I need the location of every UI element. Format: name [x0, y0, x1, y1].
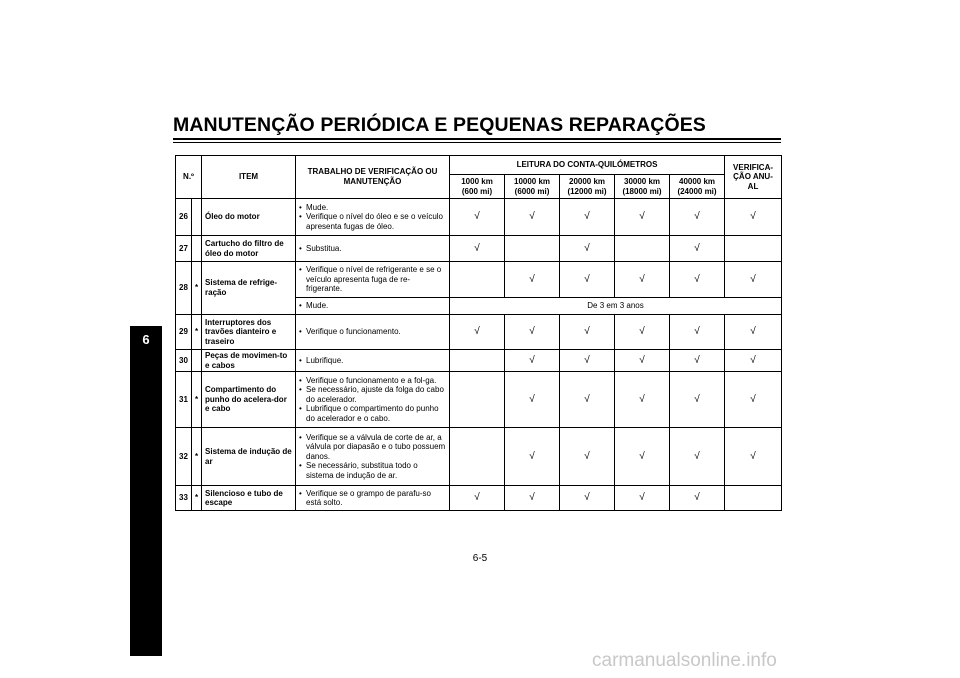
work-bullet: • Verifique o funcionamento.	[299, 327, 446, 337]
check-mark: √	[560, 262, 615, 298]
check-mark: √	[615, 372, 670, 428]
row-work	[296, 236, 450, 262]
row-item: Sistema de refrige-ração	[202, 262, 296, 315]
row-number: 33	[176, 486, 192, 511]
footer-watermark: carmanualsonline.info	[592, 650, 777, 671]
check-mark: √	[505, 350, 560, 372]
check-mark: √	[670, 199, 725, 236]
page-title: MANUTENÇÃO PERIÓDICA E PEQUENAS REPARAÇÕES	[173, 114, 706, 136]
row-work	[296, 428, 450, 486]
work-bullet: • Se necessário, ajuste da folga do cabo do acelerador.	[299, 385, 446, 404]
row-work	[296, 350, 450, 372]
header-odometer: LEITURA DO CONTA-QUILÓMETROS	[450, 156, 725, 175]
chapter-number: 6	[142, 332, 150, 347]
maintenance-table	[175, 155, 782, 511]
header-interval: 1000 km (600 mi)	[450, 175, 505, 199]
chapter-tab[interactable]	[130, 326, 162, 656]
check-mark: √	[450, 315, 505, 350]
row-asterisk	[192, 236, 202, 262]
work-bullet: • Verifique o nível do óleo e se o veículo apresenta fugas de óleo.	[299, 212, 446, 231]
check-mark: √	[615, 262, 670, 298]
work-bullet: • Mude.	[299, 203, 446, 213]
check-mark: √	[505, 372, 560, 428]
check-mark: √	[560, 199, 615, 236]
row-item: Peças de movimen-to e cabos	[202, 350, 296, 372]
check-mark: √	[615, 486, 670, 511]
row-asterisk	[192, 199, 202, 236]
row-asterisk: *	[192, 372, 202, 428]
work-bullet: • Lubrifique o compartimento do punho do acelerador e o cabo.	[299, 404, 446, 423]
header-interval: 30000 km (18000 mi)	[615, 175, 670, 199]
row-item: Cartucho do filtro de óleo do motor	[202, 236, 296, 262]
work-bullet: • Mude.	[299, 301, 446, 311]
check-mark: √	[615, 199, 670, 236]
check-mark: √	[725, 199, 782, 236]
table-row	[176, 350, 782, 372]
row-asterisk: *	[192, 315, 202, 350]
check-mark: √	[615, 428, 670, 486]
check-mark: √	[450, 486, 505, 511]
check-mark: √	[450, 199, 505, 236]
work-bullet: • Verifique se a válvula de corte de ar, a válvula por diapasão e o tubo possuem danos.	[299, 433, 446, 462]
work-bullet: • Substitua.	[299, 244, 446, 254]
header-item: ITEM	[202, 156, 296, 199]
work-bullet: • Verifique o funcionamento e a fol-ga.	[299, 376, 446, 386]
check-mark: √	[670, 428, 725, 486]
check-mark: √	[505, 262, 560, 298]
check-mark: √	[725, 350, 782, 372]
row-asterisk: *	[192, 262, 202, 315]
page-number: 6-5	[472, 553, 488, 564]
row-number: 30	[176, 350, 192, 372]
header-annual: VERIFICA-ÇÃO ANU-AL	[725, 156, 782, 199]
empty-cell	[505, 236, 560, 262]
check-mark: √	[725, 372, 782, 428]
header-num: N.º	[176, 156, 202, 199]
check-mark: √	[670, 315, 725, 350]
empty-cell	[725, 486, 782, 511]
row-asterisk: *	[192, 428, 202, 486]
row-asterisk	[192, 350, 202, 372]
row-asterisk: *	[192, 486, 202, 511]
row-number: 31	[176, 372, 192, 428]
empty-cell	[450, 350, 505, 372]
title-rule-thin	[173, 142, 781, 143]
row-item: Compartimento do punho do acelera-dor e cabo	[202, 372, 296, 428]
row-number: 27	[176, 236, 192, 262]
check-mark: √	[670, 486, 725, 511]
interval-span-text: De 3 em 3 anos	[450, 298, 782, 315]
work-bullet: • Se necessário, substitua todo o sistema de indução de ar.	[299, 461, 446, 480]
table-row	[176, 486, 782, 511]
header-work: TRABALHO DE VERIFICAÇÃO OU MANUTENÇÃO	[296, 156, 450, 199]
check-mark: √	[725, 428, 782, 486]
empty-cell	[450, 262, 505, 298]
check-mark: √	[560, 236, 615, 262]
header-interval: 10000 km (6000 mi)	[505, 175, 560, 199]
table-row	[176, 372, 782, 428]
header-interval: 40000 km (24000 mi)	[670, 175, 725, 199]
work-bullet: • Lubrifique.	[299, 356, 446, 366]
table-row	[176, 236, 782, 262]
header-interval: 20000 km (12000 mi)	[560, 175, 615, 199]
work-bullet: • Verifique se o grampo de parafu-so está solto.	[299, 489, 446, 508]
row-work	[296, 486, 450, 511]
table-row	[176, 262, 782, 298]
check-mark: √	[505, 486, 560, 511]
row-item: Sistema de indução de ar	[202, 428, 296, 486]
empty-cell	[725, 236, 782, 262]
check-mark: √	[560, 315, 615, 350]
check-mark: √	[560, 350, 615, 372]
check-mark: √	[670, 350, 725, 372]
row-number: 32	[176, 428, 192, 486]
row-number: 26	[176, 199, 192, 236]
check-mark: √	[725, 262, 782, 298]
empty-cell	[450, 428, 505, 486]
empty-cell	[615, 236, 670, 262]
table-row	[176, 428, 782, 486]
check-mark: √	[670, 236, 725, 262]
table-row	[176, 199, 782, 236]
check-mark: √	[560, 428, 615, 486]
check-mark: √	[505, 315, 560, 350]
row-work	[296, 199, 450, 236]
check-mark: √	[670, 262, 725, 298]
row-item: Silencioso e tubo de escape	[202, 486, 296, 511]
check-mark: √	[450, 236, 505, 262]
table-row	[176, 315, 782, 350]
title-rule	[173, 138, 781, 140]
check-mark: √	[505, 199, 560, 236]
row-item: Interruptores dos travões dianteiro e traseiro	[202, 315, 296, 350]
check-mark: √	[615, 350, 670, 372]
check-mark: √	[505, 428, 560, 486]
row-item: Óleo do motor	[202, 199, 296, 236]
row-work	[296, 372, 450, 428]
row-work	[296, 262, 450, 298]
check-mark: √	[615, 315, 670, 350]
row-number: 28	[176, 262, 192, 315]
check-mark: √	[670, 372, 725, 428]
row-work	[296, 298, 450, 315]
check-mark: √	[725, 315, 782, 350]
row-work	[296, 315, 450, 350]
row-number: 29	[176, 315, 192, 350]
empty-cell	[450, 372, 505, 428]
work-bullet: • Verifique o nível de refrigerante e se o veículo apresenta fuga de re-frigerante.	[299, 265, 446, 294]
check-mark: √	[560, 372, 615, 428]
check-mark: √	[560, 486, 615, 511]
